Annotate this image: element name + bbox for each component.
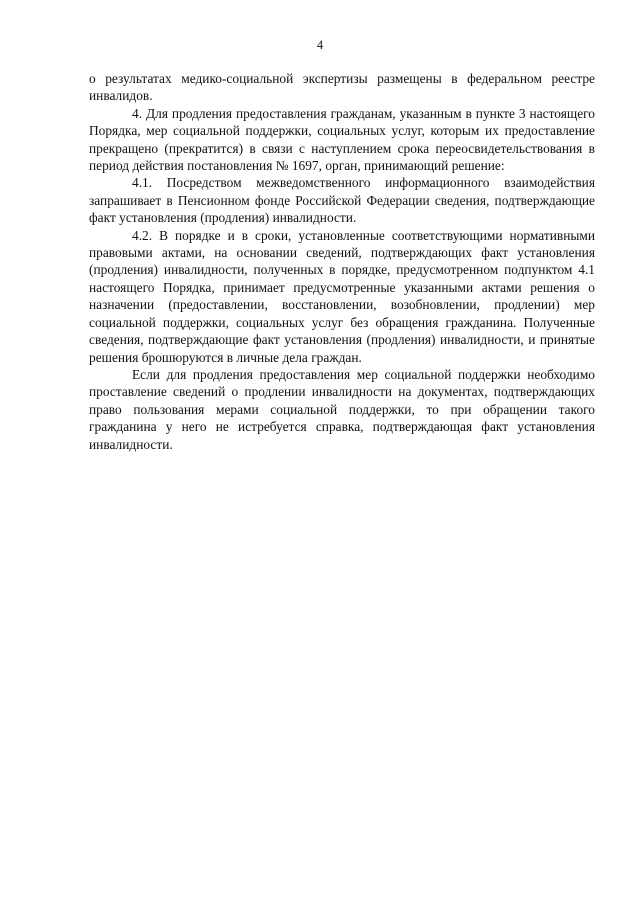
paragraph-item-4: 4. Для продления предоставления гражданам, указанным в пункте 3 настоящего Порядка, мер социальной поддержки, социальных услуг, которым их предоставление прекращено (прекратится) в связи с наступлением срока переосвидетельствования в период действия постановления № 1697, орган, принимающий решение: [89,105,595,174]
page-number: 4 [316,38,324,52]
paragraph-certificate-note: Если для продления предоставления мер социальной поддержки необходимо проставление сведений о продлении инвалидности на документах, подтверждающих право пользования мерами социальной поддержки, то при обращении такого гражданина у него не истребуется справка, подтверждающая факт установления инвалидности. [89,366,595,452]
paragraph-registry-note: о результатах медико-социальной экспертизы размещены в федеральном реестре инвалидов. [89,71,595,104]
paragraph-item-4-2: 4.2. В порядке и в сроки, установленные соответствующими нормативными правовыми актами, на основании сведений, подтверждающих факт установления (продления) инвалидности, полученных в порядке, предусмотренном подпунктом 4.1 настоящего Порядка, принимает предусмотренные указанными актами решения о назначении (предоставлении, восстановлении, возобновлении, продлении) мер социальной поддержки, социальных услуг без обращения гражданина. Полученные сведения, подтверждающие факт установления (продления) инвалидности, и принятые решения брошюруются в личные дела граждан. [89,227,595,365]
paragraph-item-4-1: 4.1. Посредством межведомственного информационного взаимодействия запрашивает в Пенсионном фонде Российской Федерации сведения, подтверждающие факт установления (продления) инвалидности. [89,175,595,226]
document-body [89,70,595,453]
